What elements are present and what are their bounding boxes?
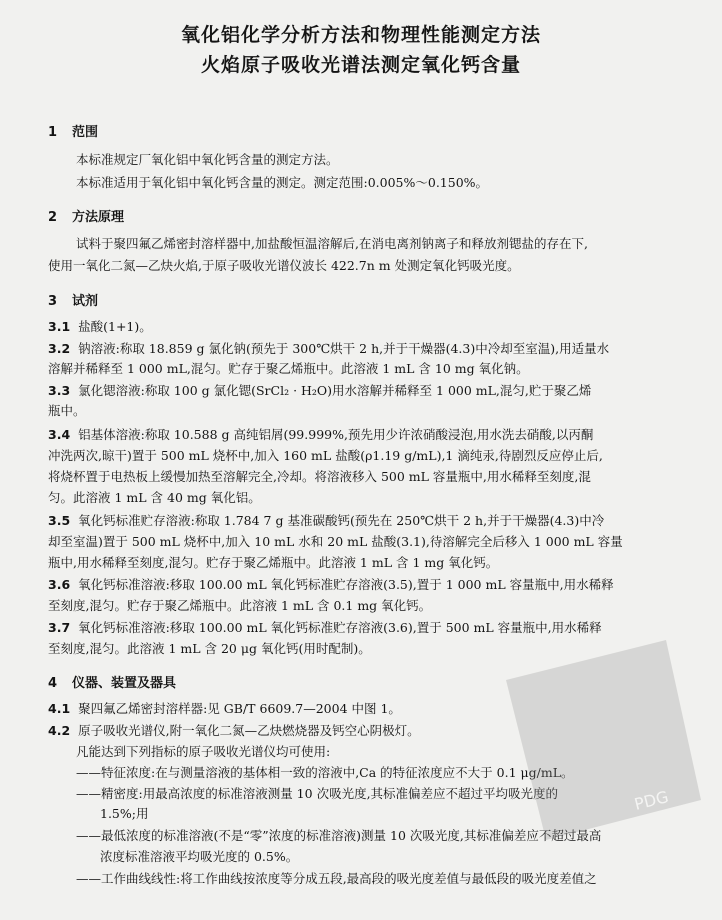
reagent-3-6: [48, 574, 614, 595]
section-number: 1: [48, 125, 58, 140]
reagent-3-4-cont-2: 将烧杯置于电热板上缓慢加热至溶解完全,冷却。将溶液移入 500 mL 容量瓶中,用水稀释至刻度,混: [48, 469, 591, 484]
watermark-label: PDG: [632, 787, 671, 814]
section-number: 2: [48, 210, 58, 225]
reagent-3-4: [48, 424, 593, 445]
criterion-lowest-standard: ——最低浓度的标准溶液(不是“零”浓度的标准溶液)测量 10 次吸光度,其标准偏差应不超过最高: [76, 828, 602, 843]
item-text: 钠溶液:称取 18.859 g 氯化钠(预先于 300℃烘干 2 h,并于干燥器(4.3)中冷却至室温),用适量水: [78, 341, 610, 356]
reagent-3-5-cont-1: 却至室温)置于 500 mL 烧杯中,加入 10 mL 水和 20 mL 盐酸(3.1),待溶解完全后移入 1 000 mL 容量: [48, 534, 623, 549]
item-number: 4.1: [48, 701, 71, 716]
reagent-3-2: [48, 338, 609, 359]
item-text: 铝基体溶液:称取 10.588 g 高纯铝屑(99.999%,预先用少许浓硝酸浸泡,用水洗去硝酸,以丙酮: [78, 427, 594, 442]
reagent-3-6-cont: 至刻度,混匀。贮存于聚乙烯瓶中。此溶液 1 mL 含 0.1 mg 氧化钙。: [48, 598, 432, 613]
reagent-3-2-cont: 溶解并稀释至 1 000 mL,混匀。贮存于聚乙烯瓶中。此溶液 1 mL 含 10 mg 氧化钠。: [48, 361, 529, 376]
item-text: 氧化钙标准溶液:移取 100.00 mL 氧化钙标准贮存溶液(3.6),置于 500 mL 容量瓶中,用水稀释: [78, 620, 602, 635]
item-text: 原子吸收光谱仪,附一氧化二氮—乙炔燃烧器及钙空心阴极灯。: [78, 723, 420, 738]
scope-paragraph-2: 本标准适用于氧化铝中氧化钙含量的测定。测定范围:0.005%～0.150%。: [76, 175, 489, 190]
apparatus-intro: 凡能达到下列指标的原子吸收光谱仪均可使用:: [76, 744, 331, 759]
reagent-3-5-cont-2: 瓶中,用水稀释至刻度,混匀。贮存于聚乙烯瓶中。此溶液 1 mL 含 1 mg 氧化钙。: [48, 555, 499, 570]
section-number: 4: [48, 676, 58, 691]
criterion-lowest-standard-cont: 浓度标准溶液平均吸光度的 0.5%。: [100, 849, 299, 864]
principle-line-2: 使用一氧化二氮—乙炔火焰,于原子吸收光谱仪波长 422.7n m 处测定氧化钙吸光度。: [48, 258, 520, 273]
section-title: 范围: [72, 125, 99, 140]
item-text: 氯化锶溶液:称取 100 g 氯化锶(SrCl₂ · H₂O)用水溶解并稀释至 1 000 mL,混匀,贮于聚乙烯: [78, 383, 592, 398]
item-number: 3.2: [48, 341, 71, 356]
item-number: 3.4: [48, 427, 71, 442]
item-number: 3.3: [48, 383, 71, 398]
reagent-3-1: [48, 316, 152, 337]
reagent-3-4-cont-3: 匀。此溶液 1 mL 含 40 mg 氧化铝。: [48, 490, 261, 505]
apparatus-4-2: [48, 720, 420, 741]
reagent-3-5: [48, 510, 604, 531]
criterion-linearity: ——工作曲线线性:将工作曲线按浓度等分成五段,最高段的吸光度差值与最低段的吸光度差值之: [76, 871, 597, 886]
section-heading-scope: [48, 121, 98, 140]
item-text: 盐酸(1+1)。: [78, 319, 152, 334]
section-heading-apparatus: [48, 672, 176, 691]
item-number: 3.7: [48, 620, 71, 635]
item-text: 氧化钙标准溶液:移取 100.00 mL 氧化钙标准贮存溶液(3.5),置于 1 000 mL 容量瓶中,用水稀释: [78, 577, 614, 592]
section-number: 3: [48, 294, 58, 309]
reagent-3-4-cont-1: 冲洗两次,晾干)置于 500 mL 烧杯中,加入 160 mL 盐酸(ρ1.19 g/mL),1 滴纯汞,待剧烈反应停止后,: [48, 448, 603, 463]
item-text: 聚四氟乙烯密封溶样器:见 GB/T 6609.7—2004 中图 1。: [78, 701, 401, 716]
scope-paragraph-1: 本标准规定厂氧化铝中氧化钙含量的测定方法。: [76, 152, 339, 167]
criterion-precision-cont: 1.5%;用: [100, 806, 149, 821]
criterion-precision: ——精密度:用最高浓度的标准溶液测量 10 次吸光度,其标准偏差应不超过平均吸光度的: [76, 786, 559, 801]
reagent-3-3-cont: 瓶中。: [48, 403, 86, 418]
criterion-characteristic-concentration: ——特征浓度:在与测量溶液的基体相一致的溶液中,Ca 的特征浓度应不大于 0.1 μg/mL。: [76, 765, 574, 780]
section-heading-reagents: [48, 290, 98, 309]
section-title: 仪器、装置及器具: [72, 676, 177, 691]
reagent-3-3: [48, 380, 591, 401]
principle-line-1: 试料于聚四氟乙烯密封溶样器中,加盐酸恒温溶解后,在消电离剂钠离子和释放剂锶盐的存在下,: [76, 236, 588, 251]
reagent-3-7: [48, 617, 602, 638]
section-title: 方法原理: [72, 210, 125, 225]
section-heading-principle: [48, 206, 124, 225]
watermark-seal: [486, 620, 716, 850]
item-number: 3.5: [48, 513, 71, 528]
apparatus-4-1: [48, 698, 401, 719]
item-number: 3.6: [48, 577, 71, 592]
watermark-seal-shape: [506, 640, 701, 840]
section-title: 试剂: [72, 294, 99, 309]
item-number: 4.2: [48, 723, 71, 738]
doc-title-line1: 氧化铝化学分析方法和物理性能测定方法: [180, 24, 541, 46]
doc-title-line2: 火焰原子吸收光谱法测定氧化钙含量: [200, 54, 521, 76]
item-number: 3.1: [48, 319, 71, 334]
item-text: 氧化钙标准贮存溶液:称取 1.784 7 g 基准碳酸钙(预先在 250℃烘干 2 h,并于干燥器(4.3)中冷: [78, 513, 605, 528]
reagent-3-7-cont: 至刻度,混匀。此溶液 1 mL 含 20 μg 氧化钙(用时配制)。: [48, 641, 371, 656]
